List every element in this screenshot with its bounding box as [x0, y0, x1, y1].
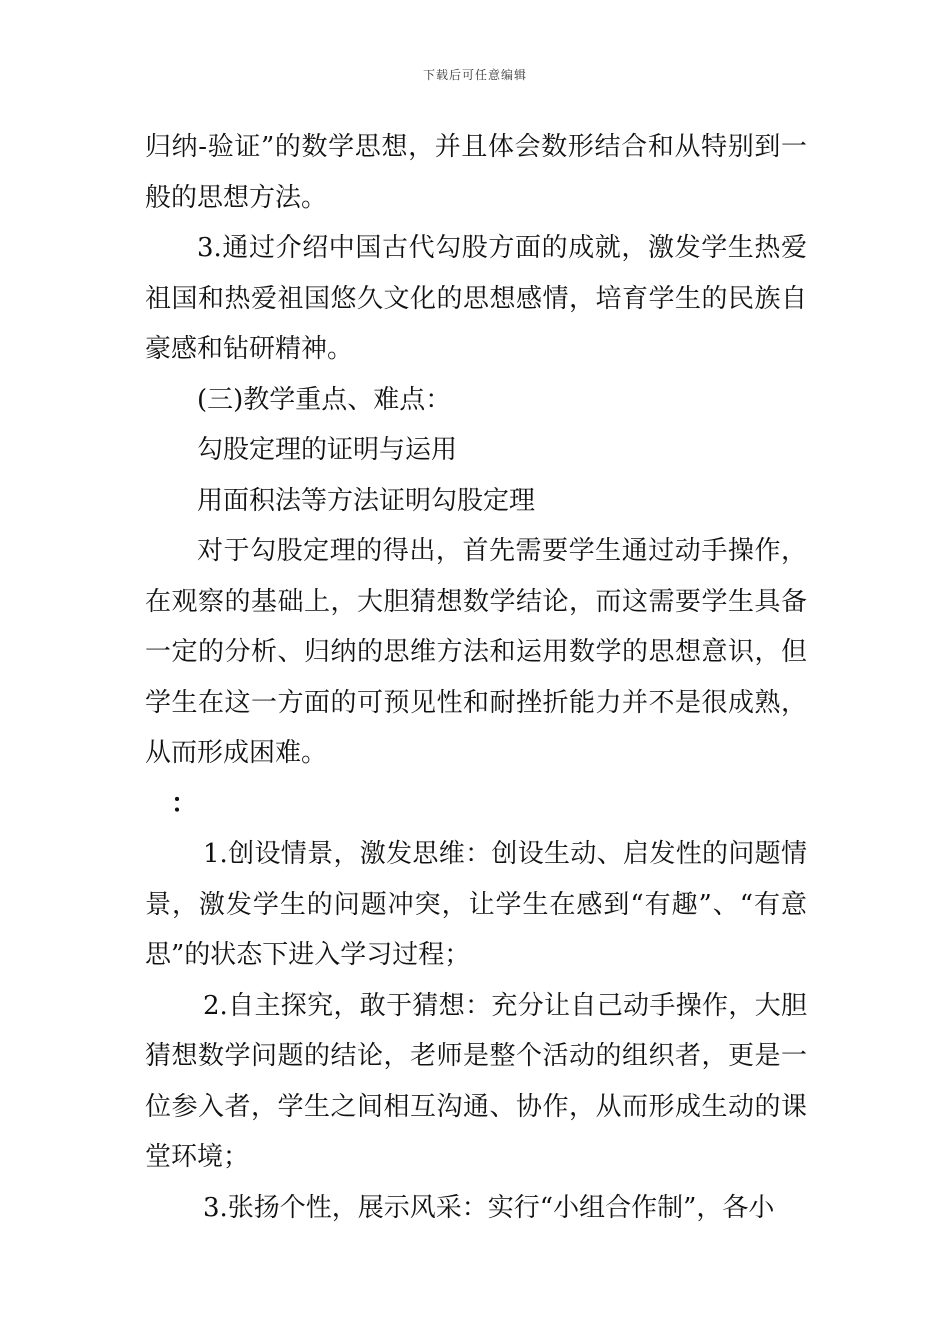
- paragraph-method: 归纳-验证”的数学思想，并且体会数形结合和从特别到一般的思想方法。: [145, 132, 807, 213]
- paragraph-strategy-3: 3.张扬个性，展示风采：实行“小组合作制”，各小: [203, 1192, 775, 1223]
- paragraph-strategy-1: 1.创设情景，激发思维：创设生动、启发性的问题情景，激发学生的问题冲突，让学生在感到“有趣”、“有意思”的状态下进入学习过程；: [145, 839, 807, 970]
- document-body: [145, 122, 807, 1233]
- paragraph-goal-3: 3.通过介绍中国古代勾股方面的成就，激发学生热爱祖国和热爱祖国悠久文化的思想感情，培育学生的民族自豪感和钻研精神。: [145, 233, 807, 364]
- page-header: 下载后可任意编辑: [422, 68, 527, 82]
- paragraph-strategy-2: 2.自主探究，敢于猜想：充分让自己动手操作，大胆猜想数学问题的结论，老师是整个活动的组织者，更是一位参入者，学生之间相互沟通、协作，从而形成生动的课堂环境；: [145, 990, 807, 1172]
- section-heading-key-points: (三)教学重点、难点：: [197, 384, 452, 415]
- paragraph-analysis: 对于勾股定理的得出，首先需要学生通过动手操作，在观察的基础上，大胆猜想数学结论，而这需要学生具备一定的分析、归纳的思维方法和运用数学的思想意识，但学生在这一方面的可预见性和耐挫折能力并不是很成熟，从而形成困难。: [145, 536, 807, 768]
- paragraph-difficulty: 用面积法等方法证明勾股定理: [197, 485, 536, 516]
- paragraph-key-point: 勾股定理的证明与运用: [197, 435, 458, 465]
- colon-line: ：: [171, 788, 198, 819]
